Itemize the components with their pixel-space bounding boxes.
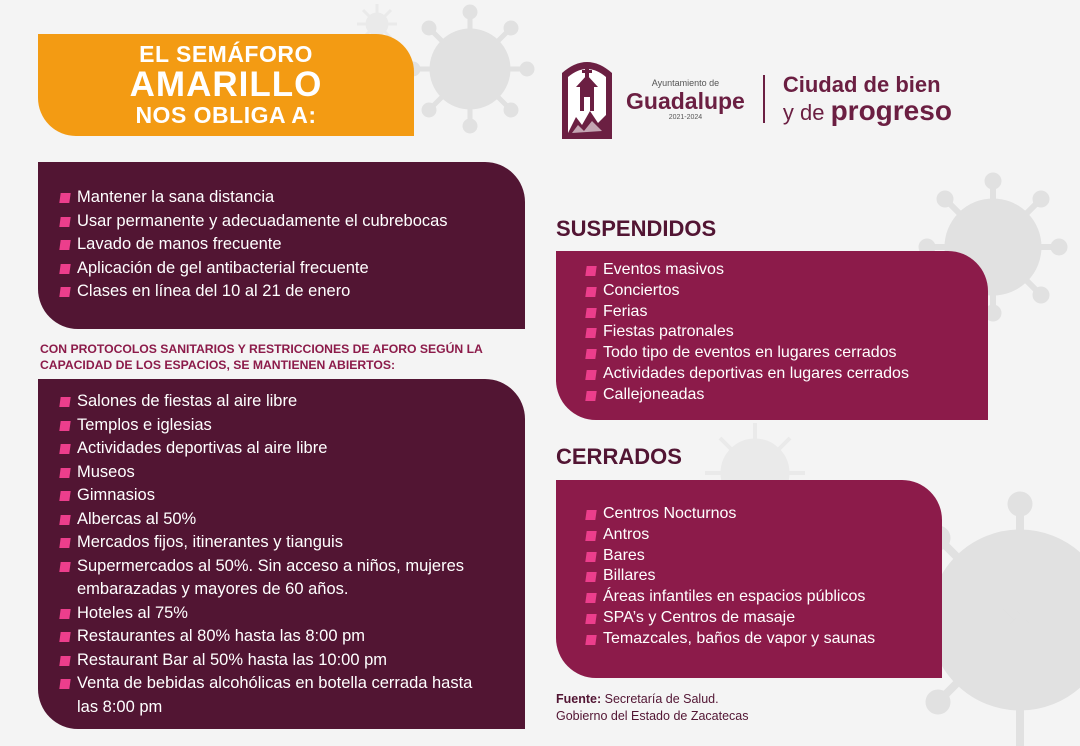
list-item: Conciertos bbox=[586, 281, 988, 302]
list-item: Restaurant Bar al 50% hasta las 10:00 pm bbox=[60, 649, 525, 673]
slogan-word-b: de bien bbox=[863, 72, 941, 97]
list-item: Museos bbox=[60, 461, 525, 485]
list-item: Aplicación de gel antibacterial frecuente bbox=[60, 257, 525, 281]
obligations-list bbox=[60, 186, 525, 304]
list-item: Eventos masivos bbox=[586, 260, 988, 281]
list-item: Antros bbox=[586, 525, 942, 546]
suspended-title: SUSPENDIDOS bbox=[556, 216, 717, 241]
closed-list bbox=[586, 504, 942, 650]
logo-divider bbox=[763, 75, 765, 123]
slogan-word-a: Ciudad bbox=[782, 72, 858, 97]
municipality-name bbox=[626, 78, 745, 121]
slogan-word-c: y de bbox=[782, 100, 825, 125]
slogan-word-d: progreso bbox=[830, 95, 952, 126]
list-item: Temazcales, baños de vapor y saunas bbox=[586, 629, 942, 650]
list-item: Actividades deportivas en lugares cerrados bbox=[586, 364, 988, 385]
source-note bbox=[556, 691, 748, 725]
list-item: Lavado de manos frecuente bbox=[60, 233, 525, 257]
list-item: Fiestas patronales bbox=[586, 322, 988, 343]
source-line-1: Secretaría de Salud. bbox=[604, 692, 719, 706]
open-places-box bbox=[38, 379, 525, 729]
list-item: Albercas al 50% bbox=[60, 508, 525, 532]
logo-name: Guadalupe bbox=[626, 87, 745, 114]
list-item: Callejoneadas bbox=[586, 385, 988, 406]
list-item: Templos e iglesias bbox=[60, 414, 525, 438]
list-item: Salones de fiestas al aire libre bbox=[60, 390, 525, 414]
source-line-2: Gobierno del Estado de Zacatecas bbox=[556, 709, 749, 723]
list-item: Supermercados al 50%. Sin acceso a niños, mujeres embarazadas y mayores de 60 años. bbox=[60, 555, 517, 602]
semaforo-banner bbox=[38, 34, 414, 136]
list-item: Actividades deportivas al aire libre bbox=[60, 437, 525, 461]
logo-years: 2021-2024 bbox=[668, 113, 703, 121]
open-heading: CON PROTOCOLOS SANITARIOS Y RESTRICCIONES DE AFORO SEGÚN LA CAPACIDAD DE LOS ESPACIOS, SE MANTIENEN ABIERTOS: bbox=[40, 342, 483, 372]
list-item: Hoteles al 75% bbox=[60, 602, 525, 626]
banner-line-1: EL SEMÁFORO bbox=[139, 41, 313, 67]
closed-box bbox=[556, 480, 942, 678]
logo-subtitle: Ayuntamiento de bbox=[651, 77, 720, 88]
list-item: Gimnasios bbox=[60, 484, 525, 508]
open-places-list bbox=[60, 390, 525, 719]
list-item: SPA’s y Centros de masaje bbox=[586, 608, 942, 629]
list-item: Restaurantes al 80% hasta las 8:00 pm bbox=[60, 625, 525, 649]
list-item: Bares bbox=[586, 546, 942, 567]
list-item: Áreas infantiles en espacios públicos bbox=[586, 587, 942, 608]
banner-line-2: AMARILLO bbox=[129, 65, 323, 104]
list-item: Clases en línea del 10 al 21 de enero bbox=[60, 280, 525, 304]
list-item: Centros Nocturnos bbox=[586, 504, 942, 525]
suspended-list bbox=[586, 260, 988, 406]
list-item: Mercados fijos, itinerantes y tianguis bbox=[60, 531, 525, 555]
list-item: Billares bbox=[586, 566, 942, 587]
guadalupe-crest-icon bbox=[558, 53, 616, 145]
list-item: Mantener la sana distancia bbox=[60, 186, 525, 210]
list-item: Ferias bbox=[586, 302, 988, 323]
source-label: Fuente: bbox=[556, 692, 602, 706]
obligations-box bbox=[38, 162, 525, 329]
virus-decoration-icon bbox=[405, 4, 535, 134]
banner-line-3: NOS OBLIGA A: bbox=[135, 102, 317, 128]
list-item: Todo tipo de eventos en lugares cerrados bbox=[586, 343, 988, 364]
header-logo bbox=[558, 52, 952, 146]
list-item: Venta de bebidas alcohólicas en botella cerrada hasta las 8:00 pm bbox=[60, 672, 477, 719]
suspended-box bbox=[556, 251, 988, 420]
closed-title: CERRADOS bbox=[556, 444, 682, 469]
list-item: Usar permanente y adecuadamente el cubrebocas bbox=[60, 210, 525, 234]
slogan bbox=[783, 72, 952, 126]
